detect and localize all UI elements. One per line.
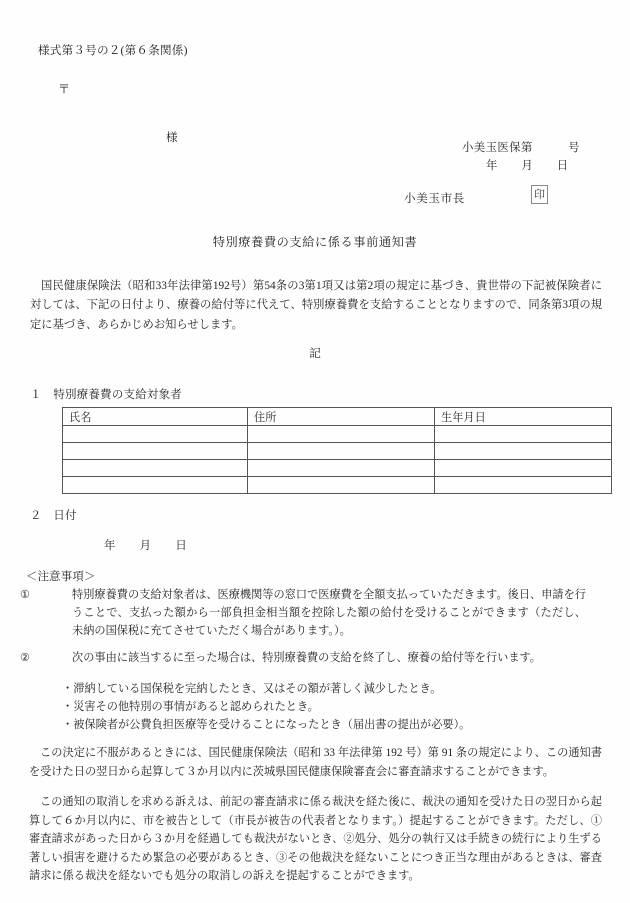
bullet-item: ・被保険者が公費負担医療等を受けることになったとき（届出書の提出が必要）。 bbox=[62, 719, 471, 732]
note-text-1: 特別療養費の支給対象者は、医療機関等の窓口で医療費を全額支払っていただきます。後日、申請を行うことで、支払った額から一部負担金相当額を控除した額の給付を受けることができます（ただし、未納の国保税に充てさせていただく場合があります。）。 bbox=[72, 589, 586, 638]
ki-marker: 記 bbox=[309, 347, 321, 360]
bullet-item: ・災害その他特別の事情があると認められたとき。 bbox=[62, 701, 319, 714]
cell-name[interactable] bbox=[63, 477, 248, 494]
note-item-2 bbox=[20, 649, 586, 667]
bullet-item: ・滞納している国保税を完納したとき、又はその額が著しく減少したとき。 bbox=[62, 683, 442, 695]
table-row[interactable] bbox=[63, 460, 612, 477]
document-title: 特別療養費の支給に係る事前通知書 bbox=[212, 235, 418, 249]
table-row[interactable] bbox=[63, 426, 612, 443]
cell-address[interactable] bbox=[248, 443, 435, 460]
table-header-row bbox=[63, 408, 612, 426]
cell-birthdate[interactable] bbox=[435, 426, 612, 443]
cell-name[interactable] bbox=[63, 426, 248, 443]
form-number: 様式第３号の２(第６条関係) bbox=[38, 44, 188, 57]
cell-name[interactable] bbox=[63, 443, 248, 460]
notes-heading: ＜注意事項＞ bbox=[26, 571, 96, 583]
note-marker-1: ① bbox=[20, 589, 31, 601]
table-header-address: 住所 bbox=[248, 408, 435, 426]
table-row[interactable] bbox=[63, 477, 612, 494]
note-item-1 bbox=[20, 586, 586, 640]
document-number: 小美玉医保第 号 bbox=[462, 142, 580, 154]
cell-address[interactable] bbox=[248, 477, 435, 494]
cell-birthdate[interactable] bbox=[435, 477, 612, 494]
note-marker-2: ② bbox=[20, 652, 31, 664]
section2-date-line: 年 月 日 bbox=[104, 540, 188, 552]
notes-bullet-list bbox=[62, 680, 592, 734]
table-row[interactable] bbox=[63, 443, 612, 460]
lead-paragraph: 国民健康保険法（昭和33年法律第192号）第54条の3第1項又は第2項の規定に基づき、貴世帯の下記被保険者に対しては、下記の日付より、療養の給付等に代えて、特別療養費を支給することとなりますので、同条第3項の規定に基づき、あらかじめお知らせします。 bbox=[30, 280, 602, 331]
recipient-table bbox=[62, 407, 612, 494]
note-text-2: 次の事由に該当するに至った場合は、特別療養費の支給を終了し、療養の給付等を行います。 bbox=[72, 652, 541, 664]
cell-address[interactable] bbox=[248, 426, 435, 443]
table-header-birthdate: 生年月日 bbox=[435, 408, 612, 426]
cell-birthdate[interactable] bbox=[435, 460, 612, 477]
issuer-name: 小美玉市長 bbox=[404, 192, 465, 205]
section2-label: ２ 日付 bbox=[30, 510, 77, 522]
section1-label: １ 特別療養費の支給対象者 bbox=[30, 389, 182, 401]
table-header-name: 氏名 bbox=[63, 408, 248, 426]
postal-mark-icon: 〒 bbox=[58, 82, 71, 96]
document-date: 年 月 日 bbox=[486, 160, 569, 172]
appeal-paragraph-2: この通知の取消しを求める訴えは、前記の審査請求に係る裁決を経た後に、裁決の通知を受けた日の翌日から起算して６か月以内に、市を被告として（市長が被告の代表者となります。）提起することができます。ただし、①審査請求があった日から３か月を経過しても裁決がないとき、②処分、処分の執行又は手続きの続行により生ずる著しい損害を避けるため緊急の必要があるとき、③その他裁決を経ないことにつき正当な理由があるときは、審査請求に係る裁決を経ないでも処分の取消しの訴えを提起することができます。 bbox=[29, 796, 602, 883]
cell-name[interactable] bbox=[63, 460, 248, 477]
cell-address[interactable] bbox=[248, 460, 435, 477]
appeal-paragraph-1: この決定に不服があるときには、国民健康保険法（昭和 33 年法律第 192 号）第 91 条の規定により、この通知書を受けた日の翌日から起算して３か月以内に茨城県国民健康保険審査会に審査請求することができます。 bbox=[29, 747, 602, 778]
cell-birthdate[interactable] bbox=[435, 443, 612, 460]
seal-stamp-box: 印 bbox=[531, 185, 548, 204]
addressee-honorific: 様 bbox=[166, 131, 178, 144]
